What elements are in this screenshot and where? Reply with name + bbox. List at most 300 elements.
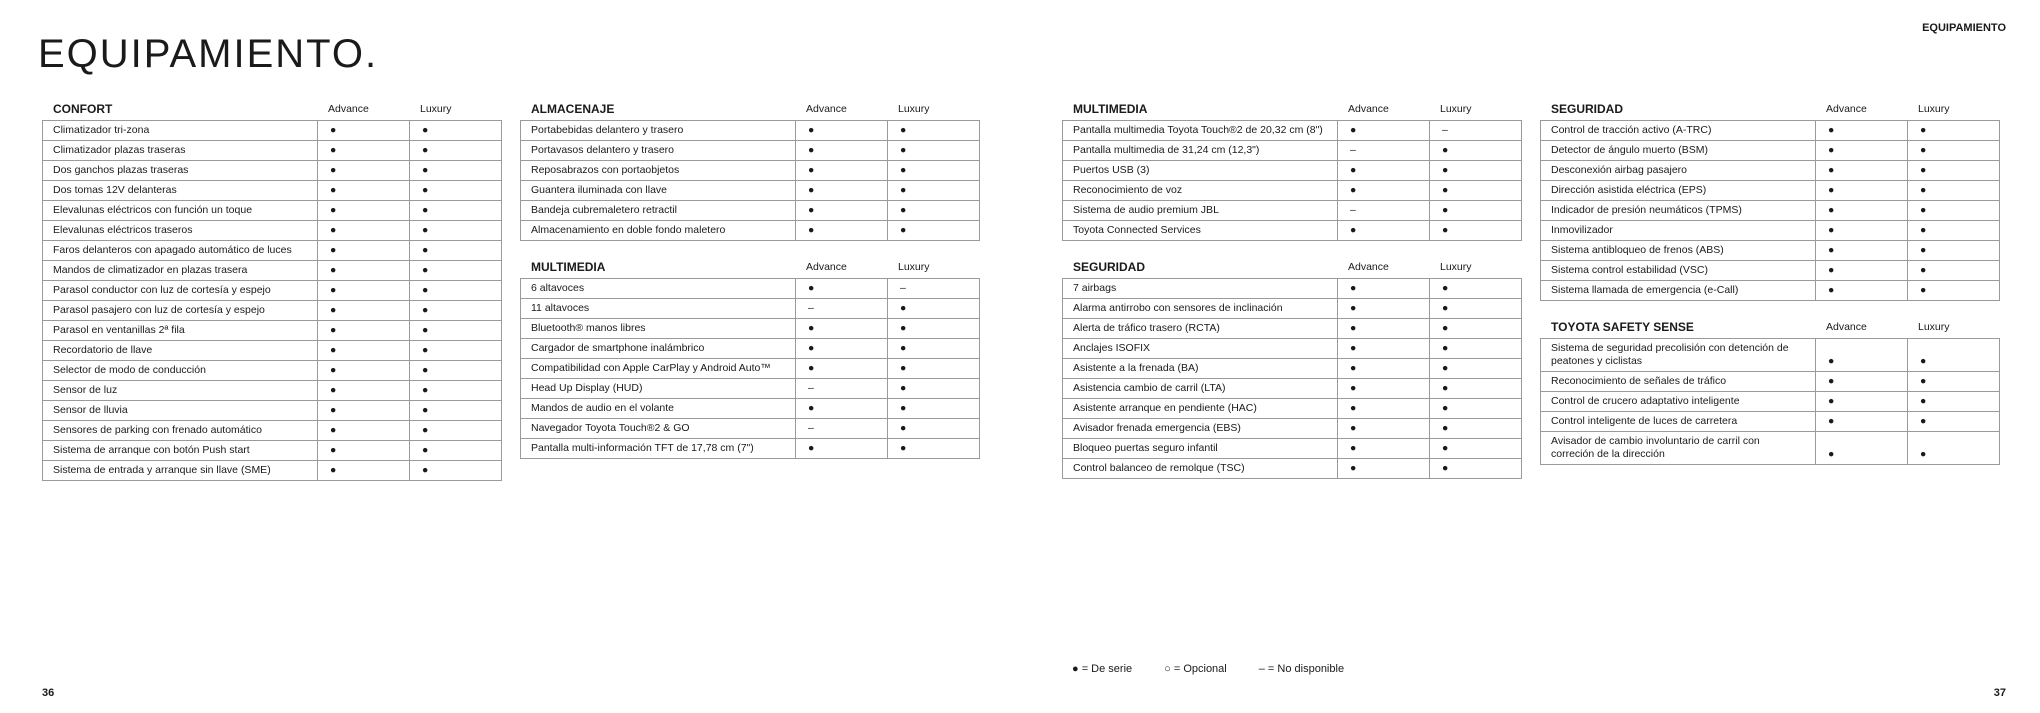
section-title: SEGURIDAD <box>1073 260 1146 274</box>
table-row <box>43 460 501 480</box>
luxury-value: ● <box>409 141 501 160</box>
luxury-value: ● <box>1429 221 1521 240</box>
table-row <box>1541 411 1999 431</box>
luxury-value: ● <box>409 281 501 300</box>
table-row <box>43 260 501 280</box>
advance-value: ● <box>795 161 887 180</box>
column-header-advance: Advance <box>1348 261 1389 273</box>
luxury-value: ● <box>1907 281 1999 300</box>
advance-value: ● <box>795 201 887 220</box>
luxury-value: ● <box>409 181 501 200</box>
advance-value: ● <box>317 261 409 280</box>
table-row <box>43 400 501 420</box>
feature-label: Dirección asistida eléctrica (EPS) <box>1551 184 1707 196</box>
feature-label: Sistema control estabilidad (VSC) <box>1551 264 1708 276</box>
table-row <box>43 160 501 180</box>
feature-label: Avisador de cambio involuntario de carril con correción de la dirección <box>1551 435 1760 460</box>
table-header <box>520 98 980 120</box>
feature-label: Bluetooth® manos libres <box>531 322 646 334</box>
section-title: TOYOTA SAFETY SENSE <box>1551 320 1694 334</box>
table-row <box>1063 298 1521 318</box>
feature-label: Indicador de presión neumáticos (TPMS) <box>1551 204 1742 216</box>
advance-value: – <box>795 419 887 438</box>
advance-value: – <box>795 379 887 398</box>
table-row <box>521 338 979 358</box>
table-row <box>1541 240 1999 260</box>
column-header-luxury: Luxury <box>1440 103 1472 115</box>
luxury-value: ● <box>1907 392 1999 411</box>
luxury-value: ● <box>1429 459 1521 478</box>
luxury-value: ● <box>1429 181 1521 200</box>
advance-value: ● <box>1815 261 1907 280</box>
table-confort <box>42 98 502 481</box>
table-header <box>42 98 502 120</box>
luxury-value: ● <box>1907 412 1999 431</box>
luxury-value: ● <box>887 439 979 458</box>
table-row <box>1063 398 1521 418</box>
column-header-advance: Advance <box>806 261 847 273</box>
feature-label: Bandeja cubremaletero retractil <box>531 204 677 216</box>
table-multimedia <box>520 256 980 459</box>
luxury-value: ● <box>887 141 979 160</box>
table-body <box>520 278 980 459</box>
table-row <box>1063 318 1521 338</box>
feature-label: Compatibilidad con Apple CarPlay y Android Auto™ <box>531 362 771 374</box>
table-row <box>1063 160 1521 180</box>
table-row <box>1063 180 1521 200</box>
table-row <box>43 280 501 300</box>
table-row <box>1541 431 1999 464</box>
luxury-value: ● <box>409 221 501 240</box>
table-row <box>521 418 979 438</box>
luxury-value: ● <box>409 261 501 280</box>
table-body <box>1540 120 2000 301</box>
feature-label: Sistema de arranque con botón Push start <box>53 444 250 456</box>
table-row <box>1541 371 1999 391</box>
feature-label: Parasol pasajero con luz de cortesía y espejo <box>53 304 265 316</box>
advance-value: ● <box>795 439 887 458</box>
feature-label: Parasol en ventanillas 2ª fila <box>53 324 185 336</box>
column-header-advance: Advance <box>806 103 847 115</box>
luxury-value: ● <box>409 121 501 140</box>
advance-value: ● <box>1815 121 1907 140</box>
luxury-value: ● <box>409 461 501 480</box>
advance-value: ● <box>317 381 409 400</box>
luxury-value: ● <box>1429 339 1521 358</box>
advance-value: ● <box>795 359 887 378</box>
luxury-value: ● <box>887 299 979 318</box>
table-body <box>1540 338 2000 465</box>
table-row <box>43 360 501 380</box>
feature-label: Anclajes ISOFIX <box>1073 342 1151 354</box>
feature-label: Control inteligente de luces de carretera <box>1551 415 1738 427</box>
table-row <box>1541 140 1999 160</box>
advance-value: ● <box>317 361 409 380</box>
table-row <box>43 220 501 240</box>
table-row <box>1063 378 1521 398</box>
advance-value: – <box>1337 201 1429 220</box>
table-body <box>42 120 502 481</box>
advance-value: ● <box>317 241 409 260</box>
table-row <box>521 200 979 220</box>
table-seguridad <box>1540 98 2000 301</box>
table-row <box>1063 140 1521 160</box>
feature-label: Avisador frenada emergencia (EBS) <box>1073 422 1241 434</box>
luxury-value: ● <box>887 379 979 398</box>
luxury-value: ● <box>1429 399 1521 418</box>
feature-label: Bloqueo puertas seguro infantil <box>1073 442 1218 454</box>
feature-label: Control de crucero adaptativo inteligente <box>1551 395 1740 407</box>
section-title: MULTIMEDIA <box>531 260 606 274</box>
advance-value: ● <box>1815 392 1907 411</box>
table-row <box>1063 121 1521 140</box>
luxury-value: ● <box>409 441 501 460</box>
table-row <box>1063 200 1521 220</box>
luxury-value: ● <box>409 161 501 180</box>
advance-value: ● <box>1815 432 1907 464</box>
feature-label: Control de tracción activo (A-TRC) <box>1551 124 1712 136</box>
feature-label: Asistente a la frenada (BA) <box>1073 362 1199 374</box>
luxury-value: ● <box>1907 161 1999 180</box>
table-row <box>43 140 501 160</box>
table-header <box>1062 256 1522 278</box>
table-row <box>43 380 501 400</box>
table-toyota-safety-sense <box>1540 316 2000 465</box>
feature-label: Alerta de tráfico trasero (RCTA) <box>1073 322 1220 334</box>
feature-label: Sistema antibloqueo de frenos (ABS) <box>1551 244 1724 256</box>
feature-label: Almacenamiento en doble fondo maletero <box>531 224 726 236</box>
luxury-value: ● <box>1429 201 1521 220</box>
table-row <box>1541 121 1999 140</box>
table-header <box>1062 98 1522 120</box>
feature-label: Head Up Display (HUD) <box>531 382 643 394</box>
luxury-value: ● <box>1907 241 1999 260</box>
luxury-value: ● <box>1907 432 1999 464</box>
feature-label: Sistema de seguridad precolisión con detención de peatones y ciclistas <box>1551 342 1789 367</box>
advance-value: ● <box>317 181 409 200</box>
advance-value: ● <box>1337 299 1429 318</box>
feature-label: Elevalunas eléctricos con función un toque <box>53 204 253 216</box>
column-header-luxury: Luxury <box>420 103 452 115</box>
advance-value: ● <box>1815 281 1907 300</box>
table-body <box>1062 120 1522 241</box>
feature-label: Sistema llamada de emergencia (e-Call) <box>1551 284 1739 296</box>
feature-label: Detector de ángulo muerto (BSM) <box>1551 144 1708 156</box>
luxury-value: ● <box>1429 359 1521 378</box>
table-row <box>1063 418 1521 438</box>
luxury-value: ● <box>1907 201 1999 220</box>
luxury-value: ● <box>1907 141 1999 160</box>
table-row <box>521 160 979 180</box>
table-row <box>43 240 501 260</box>
luxury-value: ● <box>1429 141 1521 160</box>
advance-value: ● <box>1337 439 1429 458</box>
advance-value: ● <box>1815 372 1907 391</box>
feature-label: Asistencia cambio de carril (LTA) <box>1073 382 1226 394</box>
table-row <box>1541 220 1999 240</box>
table-row <box>1541 280 1999 300</box>
luxury-value: ● <box>1429 419 1521 438</box>
luxury-value: ● <box>409 381 501 400</box>
luxury-value: ● <box>887 359 979 378</box>
luxury-value: ● <box>1907 339 1999 371</box>
advance-value: ● <box>1337 399 1429 418</box>
table-row <box>43 420 501 440</box>
advance-value: ● <box>1815 241 1907 260</box>
table-row <box>1541 160 1999 180</box>
feature-label: Mandos de audio en el volante <box>531 402 675 414</box>
table-header <box>1540 98 2000 120</box>
page-title: EQUIPAMIENTO. <box>38 32 379 76</box>
feature-label: Sistema de audio premium JBL <box>1073 204 1219 216</box>
column-header-advance: Advance <box>328 103 369 115</box>
page-number-left: 36 <box>42 687 55 699</box>
luxury-value: ● <box>1429 379 1521 398</box>
advance-value: ● <box>795 221 887 240</box>
advance-value: ● <box>1815 201 1907 220</box>
table-multimedia <box>1062 98 1522 241</box>
luxury-value: ● <box>887 161 979 180</box>
advance-value: – <box>1337 141 1429 160</box>
feature-label: Reconocimiento de voz <box>1073 184 1183 196</box>
section-title: CONFORT <box>53 102 113 116</box>
advance-value: ● <box>795 121 887 140</box>
table-body <box>1062 278 1522 479</box>
table-row <box>521 121 979 140</box>
luxury-value: ● <box>1429 161 1521 180</box>
table-row <box>1541 391 1999 411</box>
luxury-value: ● <box>887 419 979 438</box>
luxury-value: ● <box>409 201 501 220</box>
table-row <box>43 320 501 340</box>
advance-value: ● <box>1815 161 1907 180</box>
advance-value: ● <box>1815 181 1907 200</box>
table-row <box>521 398 979 418</box>
column-1 <box>42 98 502 496</box>
page-number-right: 37 <box>1993 687 2006 699</box>
advance-value: ● <box>317 301 409 320</box>
table-row <box>521 140 979 160</box>
section-title: SEGURIDAD <box>1551 102 1624 116</box>
advance-value: ● <box>795 181 887 200</box>
advance-value: ● <box>1337 279 1429 298</box>
feature-label: Faros delanteros con apagado automático de luces <box>53 244 292 256</box>
feature-label: Pantalla multi-información TFT de 17,78 cm (7") <box>531 442 754 454</box>
advance-value: ● <box>317 441 409 460</box>
column-header-advance: Advance <box>1348 103 1389 115</box>
table-seguridad <box>1062 256 1522 479</box>
luxury-value: ● <box>887 181 979 200</box>
column-header-luxury: Luxury <box>1918 321 1950 333</box>
feature-label: Elevalunas eléctricos traseros <box>53 224 193 236</box>
advance-value: – <box>795 299 887 318</box>
column-header-advance: Advance <box>1826 321 1867 333</box>
advance-value: ● <box>1337 419 1429 438</box>
luxury-value: ● <box>1907 372 1999 391</box>
advance-value: ● <box>317 201 409 220</box>
advance-value: ● <box>1337 459 1429 478</box>
advance-value: ● <box>317 281 409 300</box>
table-row <box>43 440 501 460</box>
feature-label: Control balanceo de remolque (TSC) <box>1073 462 1245 474</box>
column-header-advance: Advance <box>1826 103 1867 115</box>
table-row <box>521 220 979 240</box>
column-header-luxury: Luxury <box>898 103 930 115</box>
advance-value: ● <box>1337 121 1429 140</box>
luxury-value: ● <box>1907 181 1999 200</box>
table-row <box>521 438 979 458</box>
table-row <box>521 318 979 338</box>
advance-value: ● <box>317 121 409 140</box>
column-header-luxury: Luxury <box>1440 261 1472 273</box>
table-row <box>43 180 501 200</box>
advance-value: ● <box>1337 181 1429 200</box>
table-row <box>1063 438 1521 458</box>
feature-label: Portavasos delantero y trasero <box>531 144 674 156</box>
feature-label: Desconexión airbag pasajero <box>1551 164 1688 176</box>
table-row <box>1541 180 1999 200</box>
feature-label: Portabebidas delantero y trasero <box>531 124 684 136</box>
luxury-value: ● <box>409 361 501 380</box>
table-row <box>43 300 501 320</box>
luxury-value: ● <box>409 341 501 360</box>
luxury-value: ● <box>409 421 501 440</box>
feature-label: Recordatorio de llave <box>53 344 153 356</box>
feature-label: Toyota Connected Services <box>1073 224 1201 236</box>
table-row <box>521 358 979 378</box>
feature-label: Climatizador tri-zona <box>53 124 150 136</box>
table-row <box>1063 338 1521 358</box>
advance-value: ● <box>1337 161 1429 180</box>
column-header-luxury: Luxury <box>1918 103 1950 115</box>
luxury-value: ● <box>887 319 979 338</box>
table-row <box>43 200 501 220</box>
advance-value: ● <box>317 461 409 480</box>
section-title: ALMACENAJE <box>531 102 615 116</box>
table-row <box>521 279 979 298</box>
table-row <box>1541 200 1999 220</box>
table-row <box>43 121 501 140</box>
advance-value: ● <box>795 399 887 418</box>
luxury-value: ● <box>409 321 501 340</box>
table-row <box>521 378 979 398</box>
luxury-value: ● <box>1429 319 1521 338</box>
advance-value: ● <box>317 421 409 440</box>
advance-value: ● <box>317 221 409 240</box>
advance-value: ● <box>795 319 887 338</box>
feature-label: Navegador Toyota Touch®2 & GO <box>531 422 690 434</box>
luxury-value: ● <box>887 201 979 220</box>
feature-label: Climatizador plazas traseras <box>53 144 186 156</box>
luxury-value: ● <box>1429 439 1521 458</box>
table-row <box>1063 458 1521 478</box>
table-body <box>520 120 980 241</box>
table-row <box>1063 220 1521 240</box>
feature-label: Sensores de parking con frenado automático <box>53 424 262 436</box>
feature-label: Sensor de lluvia <box>53 404 128 416</box>
feature-label: Alarma antirrobo con sensores de inclinación <box>1073 302 1283 314</box>
luxury-value: ● <box>887 339 979 358</box>
table-header <box>1540 316 2000 338</box>
luxury-value: – <box>887 279 979 298</box>
table-row <box>521 298 979 318</box>
feature-label: Reposabrazos con portaobjetos <box>531 164 680 176</box>
advance-value: ● <box>1815 141 1907 160</box>
feature-label: Reconocimiento de señales de tráfico <box>1551 375 1727 387</box>
table-row <box>1063 358 1521 378</box>
feature-label: Puertos USB (3) <box>1073 164 1150 176</box>
legend <box>1072 663 1344 675</box>
feature-label: Sistema de entrada y arranque sin llave (SME) <box>53 464 271 476</box>
advance-value: ● <box>317 161 409 180</box>
luxury-value: ● <box>409 301 501 320</box>
luxury-value: ● <box>1907 121 1999 140</box>
advance-value: ● <box>317 141 409 160</box>
column-4 <box>1540 98 2000 480</box>
table-almacenaje <box>520 98 980 241</box>
advance-value: ● <box>1815 412 1907 431</box>
luxury-value: ● <box>1907 221 1999 240</box>
column-2 <box>520 98 980 474</box>
feature-label: Dos ganchos plazas traseras <box>53 164 189 176</box>
luxury-value: ● <box>409 241 501 260</box>
advance-value: ● <box>1815 221 1907 240</box>
advance-value: ● <box>795 141 887 160</box>
advance-value: ● <box>1337 319 1429 338</box>
luxury-value: ● <box>1429 279 1521 298</box>
advance-value: ● <box>1815 339 1907 371</box>
advance-value: ● <box>1337 379 1429 398</box>
feature-label: Sensor de luz <box>53 384 118 396</box>
luxury-value: ● <box>1907 261 1999 280</box>
running-header: EQUIPAMIENTO <box>1922 22 2006 34</box>
advance-value: ● <box>317 341 409 360</box>
luxury-value: ● <box>887 399 979 418</box>
feature-label: Dos tomas 12V delanteras <box>53 184 177 196</box>
feature-label: Pantalla multimedia Toyota Touch®2 de 20,32 cm (8") <box>1073 124 1323 136</box>
advance-value: ● <box>1337 221 1429 240</box>
table-row <box>1063 279 1521 298</box>
feature-label: 7 airbags <box>1073 282 1117 294</box>
luxury-value: ● <box>887 221 979 240</box>
feature-label: Inmovilizador <box>1551 224 1613 236</box>
feature-label: Parasol conductor con luz de cortesía y espejo <box>53 284 271 296</box>
feature-label: Mandos de climatizador en plazas trasera <box>53 264 248 276</box>
legend-optional: ○ = Opcional <box>1164 663 1227 675</box>
luxury-value: – <box>1429 121 1521 140</box>
feature-label: Selector de modo de conducción <box>53 364 206 376</box>
feature-label: 6 altavoces <box>531 282 585 294</box>
luxury-value: ● <box>409 401 501 420</box>
section-title: MULTIMEDIA <box>1073 102 1148 116</box>
table-row <box>1541 339 1999 371</box>
table-row <box>521 180 979 200</box>
feature-label: Cargador de smartphone inalámbrico <box>531 342 705 354</box>
table-row <box>43 340 501 360</box>
legend-standard: ● = De serie <box>1072 663 1133 675</box>
column-3 <box>1062 98 1522 494</box>
table-row <box>1541 260 1999 280</box>
column-header-luxury: Luxury <box>898 261 930 273</box>
legend-unavailable: – = No disponible <box>1258 663 1345 675</box>
advance-value: ● <box>1337 359 1429 378</box>
advance-value: ● <box>795 279 887 298</box>
luxury-value: ● <box>887 121 979 140</box>
advance-value: ● <box>317 401 409 420</box>
advance-value: ● <box>317 321 409 340</box>
luxury-value: ● <box>1429 299 1521 318</box>
advance-value: ● <box>795 339 887 358</box>
